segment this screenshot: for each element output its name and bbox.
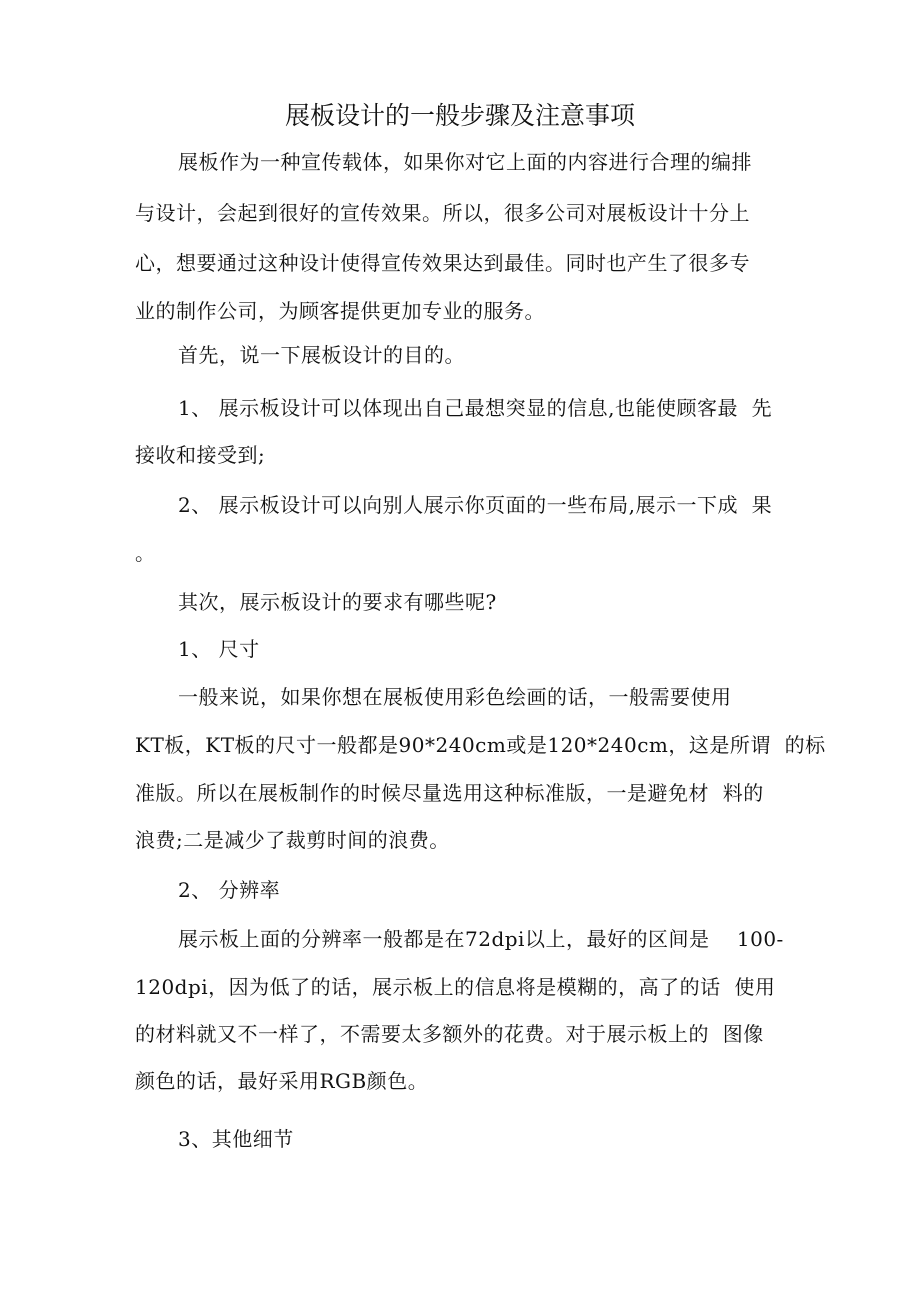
paragraph-line: 一般来说，如果你想在展板使用彩色绘画的话，一般需要使用: [178, 685, 732, 709]
paragraph-line: 1、 尺寸: [178, 637, 260, 661]
paragraph-line: 准版。所以在展板制作的时候尽量选用这种标准版，一是避免材 料的: [135, 781, 764, 805]
paragraph-line: 1、 展示板设计可以体现出自己最想突显的信息,也能使顾客最 先: [178, 396, 773, 420]
paragraph-line: KT板，KT板的尺寸一般都是90*240cm或是120*240cm，这是所谓 的标: [135, 733, 826, 757]
paragraph-line: 颜色的话，最好采用RGB颜色。: [135, 1069, 429, 1093]
document-title: 展板设计的一般步骤及注意事项: [284, 101, 635, 130]
paragraph-line: 120dpi，因为低了的话，展示板上的信息将是模糊的，高了的话 使用: [135, 975, 776, 999]
paragraph-line: 2、 展示板设计可以向别人展示你页面的一些布局,展示一下成 果: [178, 493, 773, 517]
paragraph-line: 与设计，会起到很好的宣传效果。所以，很多公司对展板设计十分上: [135, 201, 750, 225]
paragraph-line: 其次，展示板设计的要求有哪些呢?: [178, 590, 497, 614]
paragraph-line: 业的制作公司，为顾客提供更加专业的服务。: [135, 299, 545, 323]
paragraph-line: 展示板上面的分辨率一般都是在72dpi以上，最好的区间是 100-: [178, 927, 784, 951]
paragraph-line: 心，想要通过这种设计使得宣传效果达到最佳。同时也产生了很多专: [135, 251, 750, 275]
paragraph-line: 展板作为一种宣传载体，如果你对它上面的内容进行合理的编排: [178, 150, 752, 174]
paragraph-line: 。: [135, 541, 156, 565]
paragraph-line: 3、其他细节: [178, 1127, 294, 1151]
paragraph-line: 首先，说一下展板设计的目的。: [178, 343, 465, 367]
paragraph-line: 2、 分辨率: [178, 878, 281, 902]
paragraph-line: 浪费;二是减少了裁剪时间的浪费。: [135, 828, 450, 852]
paragraph-line: 接收和接受到;: [135, 443, 266, 467]
paragraph-line: 的材料就又不一样了，不需要太多额外的花费。对于展示板上的 图像: [135, 1022, 764, 1046]
